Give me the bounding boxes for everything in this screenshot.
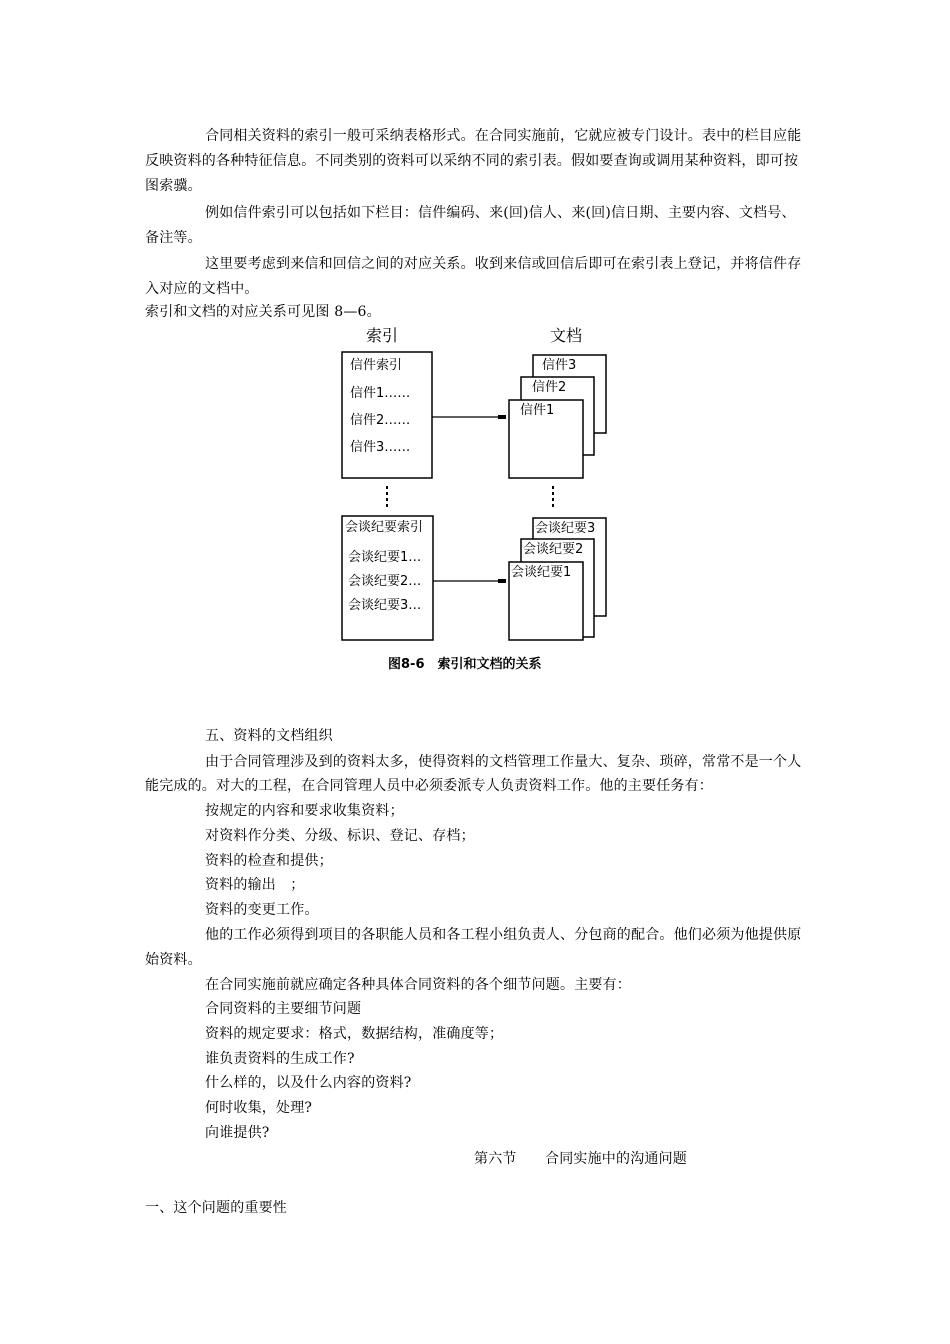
list-item: 何时收集，处理? <box>205 1100 313 1116</box>
list-item: 合同资料的主要细节问题 <box>205 1001 362 1017</box>
list-item: 资料的检查和提供； <box>205 853 333 869</box>
bottom-doc-label: 会谈纪要3 <box>535 521 596 536</box>
section-heading: 五、资料的文档组织 <box>205 728 333 744</box>
figure-lines <box>320 320 640 680</box>
arrow-head-top <box>498 415 506 419</box>
top-index-item: 信件2…… <box>350 413 411 428</box>
figure-index-document-relation <box>320 320 640 680</box>
paragraph-line: 由于合同管理涉及到的资料太多，使得资料的文档管理工作量大、复杂、琐碎，常常不是一个人 <box>205 754 802 770</box>
bottom-doc-label: 会谈纪要1 <box>511 565 572 580</box>
paragraph-line: 例如信件索引可以包括如下栏目：信件编码、来(回)信人、来(回)信日期、主要内容、文档号、 <box>205 205 796 221</box>
paragraph-line: 这里要考虑到来信和回信之间的对应关系。收到来信或回信后即可在索引表上登记，并将信件存 <box>205 256 802 272</box>
paragraph-line: 能完成的。对大的工程，在合同管理人员中必须委派专人负责资料工作。他的主要任务有： <box>145 778 713 794</box>
list-item: 对资料作分类、分级、标识、登记、存档； <box>205 828 475 844</box>
top-doc-label: 信件1 <box>520 403 555 418</box>
paragraph-line: 反映资料的各种特征信息。不同类别的资料可以采纳不同的索引表。假如要查询或调用某种资料，即可按 <box>145 153 799 169</box>
paragraph-line: 入对应的文档中。 <box>145 281 259 297</box>
bottom-index-item: 会谈纪要3… <box>348 598 422 613</box>
arrow-head-bottom <box>498 579 506 583</box>
top-doc-label: 信件3 <box>542 358 577 373</box>
bottom-index-item: 会谈纪要1… <box>348 550 422 565</box>
top-doc-label: 信件2 <box>532 380 567 395</box>
top-index-item: 信件3…… <box>350 440 411 455</box>
header-docs: 文档 <box>550 326 583 345</box>
ellipsis-dot <box>386 504 388 507</box>
ellipsis-dot <box>386 486 388 489</box>
list-item: 资料的规定要求：格式，数据结构，准确度等； <box>205 1026 504 1042</box>
bottom-index-item: 会谈纪要2… <box>348 574 422 589</box>
bottom-doc-label: 会谈纪要2 <box>523 542 584 557</box>
list-item: 向谁提供? <box>205 1125 270 1141</box>
section-title: 第六节 合同实施中的沟通问题 <box>474 1151 687 1167</box>
ellipsis-dot <box>386 492 388 495</box>
ellipsis-dot <box>552 498 554 501</box>
ellipsis-dot <box>386 498 388 501</box>
header-index: 索引 <box>366 326 399 345</box>
paragraph-line: 合同相关资料的索引一般可采纳表格形式。在合同实施前，它就应被专门设计。表中的栏目应能 <box>205 128 802 144</box>
bottom-index-title: 会谈纪要索引 <box>345 520 424 535</box>
list-item: 什么样的，以及什么内容的资料? <box>205 1075 412 1091</box>
paragraph-line: 备注等。 <box>145 230 202 246</box>
paragraph-line: 索引和文档的对应关系可见图 8—6。 <box>145 304 381 320</box>
paragraph-line: 他的工作必须得到项目的各职能人员和各工程小组负责人、分包商的配合。他们必须为他提供原 <box>205 927 802 943</box>
ellipsis-dot <box>552 492 554 495</box>
paragraph-line: 图索骥。 <box>145 178 202 194</box>
paragraph-line: 在合同实施前就应确定各种具体合同资料的各个细节问题。主要有： <box>205 977 631 993</box>
figure-caption: 图8-6 索引和文档的关系 <box>388 657 542 672</box>
top-index-title: 信件索引 <box>350 358 403 373</box>
list-item: 谁负责资料的生成工作? <box>205 1051 355 1067</box>
paragraph-line: 始资料。 <box>145 952 202 968</box>
subsection-heading: 一、这个问题的重要性 <box>145 1200 287 1216</box>
list-item: 资料的变更工作。 <box>205 902 319 918</box>
list-item: 资料的输出 ； <box>205 877 305 893</box>
ellipsis-dot <box>552 486 554 489</box>
list-item: 按规定的内容和要求收集资料； <box>205 803 404 819</box>
top-index-item: 信件1…… <box>350 386 411 401</box>
ellipsis-dot <box>552 504 554 507</box>
